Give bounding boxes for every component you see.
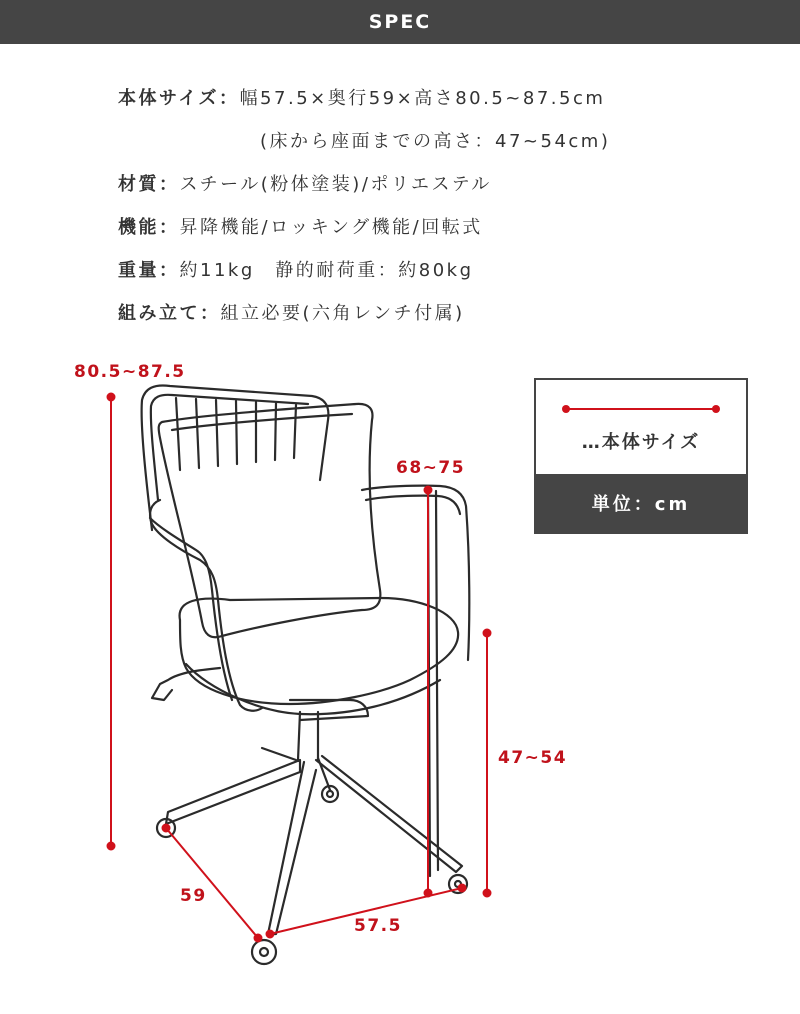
size-note: (床から座面までの高さ：47~54cm)	[260, 131, 611, 152]
material-label: 材質：	[118, 174, 180, 195]
legend-dimension-line	[566, 408, 716, 410]
size-label: 本体サイズ：	[118, 88, 240, 109]
spec-title: SPEC	[368, 11, 432, 33]
chair-base	[166, 760, 300, 824]
dimension-legend	[534, 378, 748, 534]
arm-height-dimension-label: 68~75	[396, 458, 466, 478]
assembly-label: 組み立て：	[118, 303, 221, 324]
function-value: 昇降機能/ロッキング機能/回転式	[179, 217, 483, 238]
legend-unit: 単位：cm	[536, 474, 746, 532]
function-label: 機能：	[118, 217, 180, 238]
depth-dimension-label: 59	[180, 886, 207, 906]
width-dimension-label: 57.5	[354, 916, 402, 936]
size-value: 幅57.5×奥行59×高さ80.5~87.5cm	[239, 88, 606, 109]
weight-label: 重量：	[118, 260, 180, 281]
legend-size-text: …本体サイズ	[581, 432, 701, 453]
material-value: スチール(粉体塗装)/ポリエステル	[179, 174, 492, 195]
legend-body	[536, 380, 746, 476]
height-dimension-label: 80.5~87.5	[74, 362, 186, 382]
seat-height-dimension-label: 47~54	[498, 748, 568, 768]
seat	[180, 598, 459, 704]
weight-value: 約11kg 静的耐荷重：約80kg	[179, 260, 474, 281]
assembly-value: 組立必要(六角レンチ付属)	[220, 303, 465, 324]
